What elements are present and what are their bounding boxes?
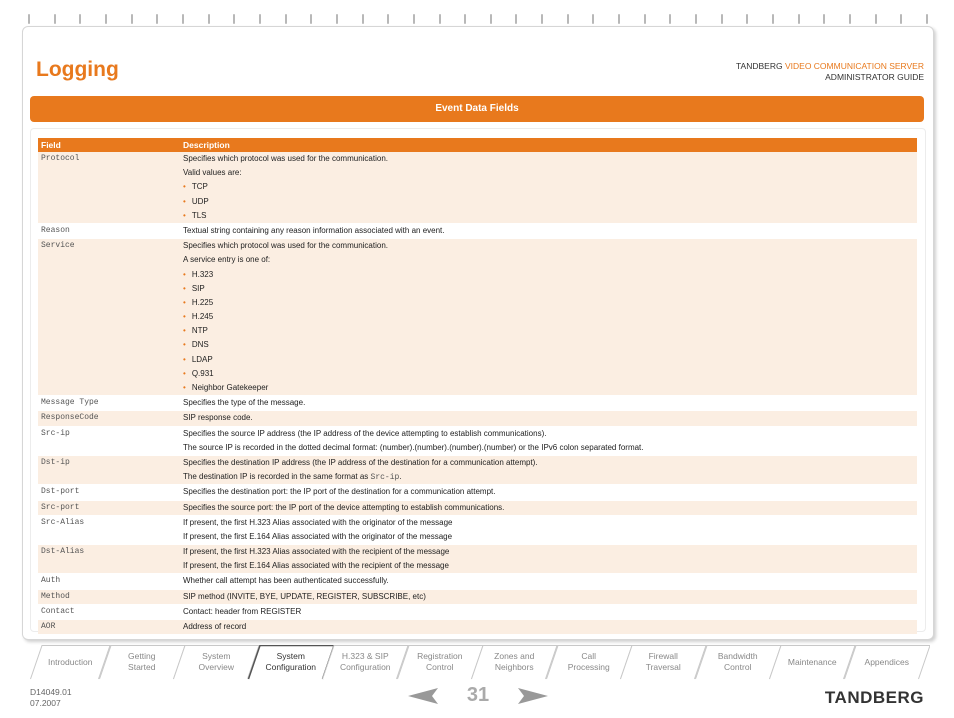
description-text: If present, the first E.164 Alias associated with the originator of the message	[183, 531, 453, 541]
tab-label-line: Control	[426, 662, 454, 672]
header-brand: TANDBERG	[736, 61, 783, 71]
binder-ring	[79, 14, 81, 24]
description-line	[183, 501, 914, 515]
tab-label	[865, 657, 909, 668]
description-line	[183, 224, 914, 238]
description-line	[183, 411, 914, 425]
tab-label-line: System	[276, 651, 305, 661]
field-name: Service	[41, 241, 75, 251]
field-name: Dst-ip	[41, 457, 70, 467]
description-line	[183, 239, 914, 253]
bullet-item	[183, 381, 914, 395]
bullet-item	[183, 324, 914, 338]
bullet-item	[183, 209, 914, 223]
table-row	[38, 455, 917, 484]
page-title: Logging	[36, 58, 119, 81]
table-row	[38, 574, 917, 589]
description-text: Specifies the destination IP address (the IP address of the destination for a communication attempt).	[183, 457, 538, 467]
table-row	[38, 545, 917, 574]
field-name-cell	[38, 604, 180, 619]
description-text: Specifies the source port: the IP port of the device attempting to establish communications.	[183, 502, 505, 512]
description-text: Q.931	[191, 368, 214, 378]
field-name: Message Type	[41, 398, 99, 408]
description-text: Contact: header from REGISTER	[183, 606, 302, 616]
description-cell	[180, 396, 917, 411]
binder-ring	[618, 14, 620, 24]
tab-label	[646, 651, 681, 673]
table-row	[38, 620, 917, 635]
field-name-cell	[38, 620, 180, 635]
description-text: If present, the first H.323 Alias associated with the recipient of the message	[183, 547, 450, 557]
description-line	[183, 396, 914, 410]
field-name-cell	[38, 152, 180, 223]
field-name: Dst-Alias	[41, 547, 85, 557]
description-cell	[180, 455, 917, 484]
tab-label	[265, 651, 316, 673]
table-row	[38, 604, 917, 619]
binder-ring	[156, 14, 158, 24]
field-name-cell	[38, 396, 180, 411]
description-cell	[180, 515, 917, 544]
binder-ring	[721, 14, 723, 24]
description-line	[183, 253, 914, 267]
description-line	[183, 559, 914, 573]
description-line	[183, 470, 914, 484]
bullet-item	[183, 353, 914, 367]
description-line	[183, 152, 914, 166]
field-name: Protocol	[41, 154, 80, 163]
prev-page-arrow-icon[interactable]	[408, 688, 438, 709]
field-name-cell	[38, 500, 180, 515]
description-text: Address of record	[183, 622, 247, 631]
binder-ring	[490, 14, 492, 24]
tab-label-line: Overview	[198, 662, 234, 672]
document-header	[736, 61, 924, 83]
description-text: Specifies which protocol was used for the communication.	[183, 241, 388, 251]
binder-ring	[644, 14, 646, 24]
field-name-cell	[38, 515, 180, 544]
bullet-item	[183, 195, 914, 209]
tab-label-line: Bandwidth	[717, 651, 758, 661]
tab-label	[128, 651, 155, 673]
field-reference: Src-ip	[370, 473, 400, 483]
next-page-arrow-icon[interactable]	[518, 688, 548, 709]
description-text: Specifies the destination port: the IP port of the destination for a communication attempt.	[183, 487, 496, 497]
doc-date: 07.2007	[30, 698, 61, 708]
tab-appendices[interactable]	[844, 645, 931, 679]
field-name: Dst-port	[41, 487, 80, 497]
table-row	[38, 515, 917, 544]
binder-ring	[567, 14, 569, 24]
table-row	[38, 589, 917, 604]
binder-ring	[592, 14, 594, 24]
binder-ring	[695, 14, 697, 24]
description-line	[183, 166, 914, 180]
field-name: Src-ip	[41, 428, 70, 438]
field-name: Method	[41, 591, 70, 601]
field-name: Auth	[41, 576, 61, 586]
description-cell	[180, 589, 917, 604]
description-text: The destination IP is recorded in the same format as	[183, 472, 371, 482]
binder-ring	[515, 14, 517, 24]
field-name: Src-Alias	[41, 517, 85, 527]
description-line	[183, 590, 914, 604]
description-line	[183, 516, 914, 530]
description-text: If present, the first E.164 Alias associated with the recipient of the message	[183, 561, 449, 571]
field-name: AOR	[41, 622, 56, 631]
footer-doc-info	[30, 687, 72, 709]
field-name-cell	[38, 426, 180, 455]
description-cell	[180, 426, 917, 455]
description-line	[183, 456, 914, 470]
binder-ring	[208, 14, 210, 24]
description-text: LDAP	[191, 354, 213, 364]
tab-label-line: Started	[128, 662, 156, 672]
field-name-cell	[38, 411, 180, 426]
header-guide: ADMINISTRATOR GUIDE	[825, 72, 924, 82]
table-header-row	[38, 138, 917, 152]
description-line	[183, 530, 914, 544]
binder-ring	[439, 14, 441, 24]
description-text: Whether call attempt has been authenticated successfully.	[183, 576, 389, 586]
description-cell	[180, 411, 917, 426]
description-text: TLS	[191, 210, 207, 220]
bullet-item	[183, 338, 914, 352]
binder-ring	[131, 14, 133, 24]
binder-ring	[669, 14, 671, 24]
binder-ring	[772, 14, 774, 24]
table-row	[38, 239, 917, 396]
binder-ring	[285, 14, 287, 24]
tab-label	[788, 657, 837, 668]
tab-label	[494, 651, 534, 673]
table-body	[38, 152, 917, 635]
description-line	[183, 441, 914, 455]
binder-ring	[926, 14, 928, 24]
tab-label	[199, 651, 234, 673]
table-row	[38, 500, 917, 515]
table-row	[38, 411, 917, 426]
binder-ring	[310, 14, 312, 24]
tab-label-line: Control	[724, 662, 752, 672]
binder-ring	[541, 14, 543, 24]
page-number: 31	[466, 684, 490, 706]
bullet-item	[183, 296, 914, 310]
binder-ring	[875, 14, 877, 24]
binder-ring	[849, 14, 851, 24]
description-text: H.323	[191, 269, 214, 279]
tab-label-line: Traversal	[645, 662, 681, 672]
tab-label-line: System	[202, 651, 231, 661]
field-name: Src-port	[41, 502, 80, 512]
bullet-item	[183, 282, 914, 296]
binder-ring	[464, 14, 466, 24]
description-text: NTP	[191, 326, 208, 336]
tab-label	[568, 651, 610, 673]
tab-label-line: Appendices	[864, 656, 909, 667]
description-line	[183, 427, 914, 441]
tab-label-line: Introduction	[48, 656, 93, 667]
tab-label-line: Maintenance	[787, 656, 837, 667]
description-line	[183, 485, 914, 499]
description-text: H.225	[191, 297, 214, 307]
field-name-cell	[38, 545, 180, 574]
description-text: Valid values are:	[183, 168, 242, 178]
tab-label-line: Getting	[128, 651, 156, 661]
tab-label-line: Neighbors	[494, 662, 534, 672]
description-text: The source IP is recorded in the dotted decimal format: (number).(number).(number).(number) or the IPv6 colon separated format.	[183, 442, 644, 452]
doc-id: D14049.01	[30, 687, 72, 697]
binder-ring	[182, 14, 184, 24]
tab-label	[417, 651, 462, 673]
description-text: Specifies the type of the message.	[183, 398, 306, 408]
description-line	[183, 620, 914, 634]
description-cell	[180, 485, 917, 500]
binder-ring	[413, 14, 415, 24]
tab-label	[48, 657, 92, 668]
tab-label	[340, 651, 391, 673]
description-text: Specifies which protocol was used for the communication.	[183, 154, 388, 163]
description-text: SIP response code.	[183, 413, 253, 423]
field-name: ResponseCode	[41, 413, 99, 423]
description-cell	[180, 574, 917, 589]
field-name-cell	[38, 574, 180, 589]
binder-ring	[233, 14, 235, 24]
tab-label-line: Registration	[417, 651, 463, 661]
binder-ring	[798, 14, 800, 24]
description-text: TCP	[191, 182, 208, 192]
tab-label-line: Firewall	[648, 651, 678, 661]
description-cell	[180, 239, 917, 396]
description-text: Neighbor Gatekeeper	[191, 383, 269, 392]
description-line	[183, 545, 914, 559]
binder-ring	[28, 14, 30, 24]
description-cell	[180, 604, 917, 619]
description-text: A service entry is one of:	[183, 255, 271, 265]
tab-label-line: Configuration	[339, 662, 391, 672]
description-text: H.245	[191, 312, 214, 322]
description-text: SIP method (INVITE, BYE, UPDATE, REGISTER, SUBSCRIBE, etc)	[183, 591, 426, 601]
description-cell	[180, 223, 917, 238]
binder-ring	[259, 14, 261, 24]
tab-label-line: H.323 & SIP	[341, 651, 389, 661]
table-row	[38, 426, 917, 455]
tab-label-line: Configuration	[265, 662, 317, 672]
description-cell	[180, 500, 917, 515]
field-name-cell	[38, 485, 180, 500]
description-text: Textual string containing any reason information associated with an event.	[183, 225, 445, 235]
description-line	[183, 574, 914, 588]
binder-ring	[105, 14, 107, 24]
description-text: Specifies the source IP address (the IP address of the device attempting to establish communications).	[183, 428, 547, 438]
tab-label-line: Call	[581, 651, 597, 661]
binder-ring	[823, 14, 825, 24]
bullet-item	[183, 180, 914, 194]
table-row	[38, 223, 917, 238]
table-row	[38, 485, 917, 500]
table-row	[38, 396, 917, 411]
bullet-item	[183, 268, 914, 282]
binder-ring	[746, 14, 748, 24]
tab-label	[718, 651, 758, 673]
punctuation: .	[399, 472, 402, 482]
field-name-cell	[38, 455, 180, 484]
description-cell	[180, 620, 917, 635]
binder-ring	[362, 14, 364, 24]
binder-ring	[54, 14, 56, 24]
binder-ring	[336, 14, 338, 24]
binder-ring	[900, 14, 902, 24]
bullet-item	[183, 310, 914, 324]
field-name: Contact	[41, 606, 75, 616]
section-banner: Event Data Fields	[30, 96, 924, 122]
column-header-description: Description	[180, 138, 917, 152]
table-row	[38, 152, 917, 223]
section-nav-tabs	[30, 645, 924, 681]
tab-label-line: Processing	[567, 662, 610, 672]
description-text: If present, the first H.323 Alias associated with the originator of the message	[183, 517, 453, 527]
column-header-field: Field	[38, 138, 180, 152]
description-line	[183, 605, 914, 619]
description-text: SIP	[191, 283, 205, 293]
description-cell	[180, 152, 917, 223]
field-name: Reason	[41, 225, 70, 235]
binder-ring	[387, 14, 389, 24]
bullet-item	[183, 367, 914, 381]
field-name-cell	[38, 239, 180, 396]
tab-label-line: Zones and	[494, 651, 535, 661]
event-fields-table	[38, 138, 917, 635]
field-name-cell	[38, 223, 180, 238]
description-text: DNS	[191, 340, 209, 350]
header-product: VIDEO COMMUNICATION SERVER	[784, 61, 924, 71]
tandberg-logo: TANDBERG	[824, 688, 924, 707]
description-cell	[180, 545, 917, 574]
description-text: UDP	[191, 196, 209, 206]
field-name-cell	[38, 589, 180, 604]
